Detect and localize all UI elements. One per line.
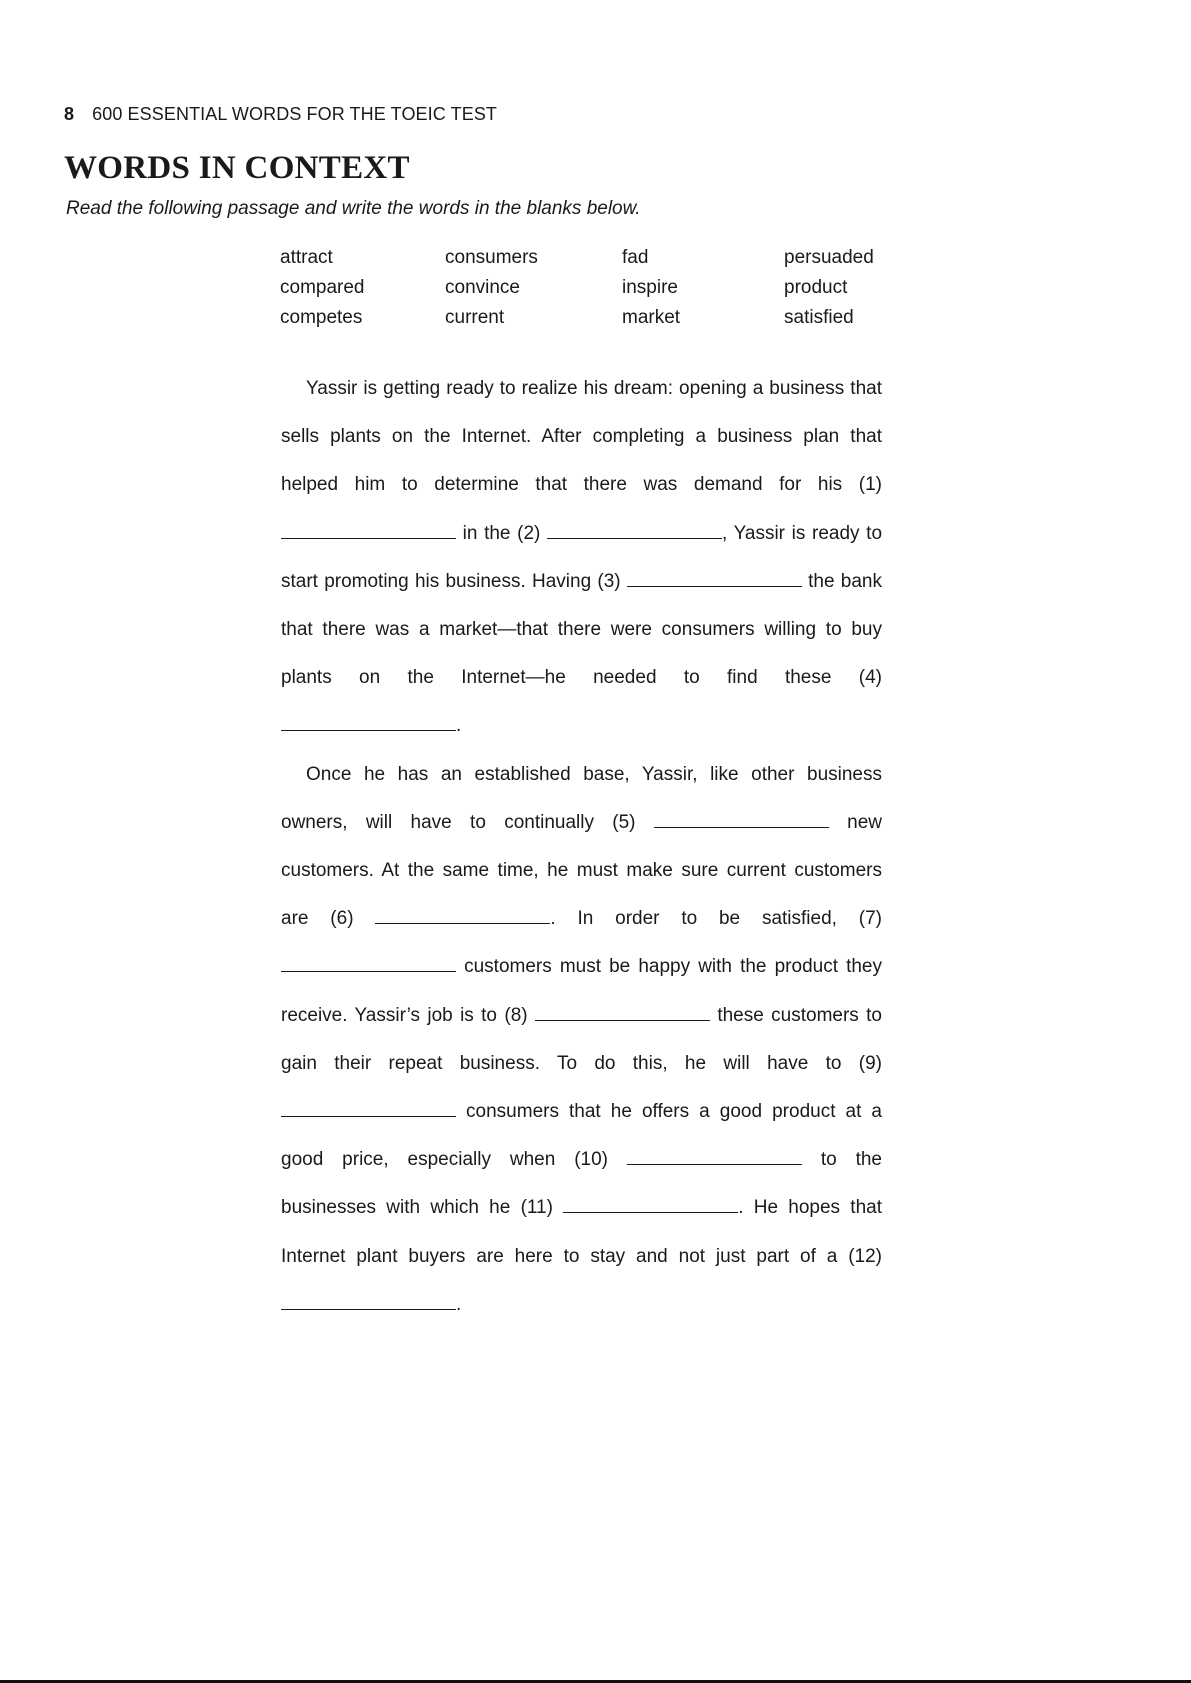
passage-paragraph-2 <box>281 751 882 1329</box>
passage-text: customers must be happy with the product they receive. Yassir’s job is to <box>281 956 882 1026</box>
answer-blank-10[interactable] <box>627 1147 802 1165</box>
word-bank <box>280 247 894 337</box>
word-bank-item: market <box>622 307 681 328</box>
passage-text: . He hopes that Internet plant buyers are here to stay and not just part of a <box>281 1197 882 1267</box>
word-bank-item: competes <box>280 307 363 328</box>
word-bank-item: current <box>445 307 505 328</box>
word-bank-item: compared <box>280 277 365 298</box>
word-bank-item: convince <box>445 277 520 298</box>
passage-text: Yassir is getting ready to realize his dream: opening a business that sells plants on the Internet. After completing a business plan that helped him to determine that there was demand for his <box>281 378 882 496</box>
passage <box>281 365 882 1329</box>
answer-blank-5[interactable] <box>654 810 829 828</box>
word-bank-item: product <box>784 277 848 298</box>
instructions: Read the following passage and write the words in the blanks below. <box>66 198 641 219</box>
passage-text: these customers to gain their repeat business. To do this, he will have to <box>281 1004 883 1074</box>
passage-text: Once he has an established base, Yassir, like other business owners, will have to continually <box>281 763 882 833</box>
blank-number: (8) <box>504 1004 528 1026</box>
passage-text: , Yassir is ready to start promoting his business. Having <box>281 522 883 592</box>
book-title: 600 ESSENTIAL WORDS FOR THE TOEIC TEST <box>92 104 498 124</box>
blank-number: (2) <box>517 522 541 544</box>
blank-number: (11) <box>520 1197 553 1219</box>
answer-blank-6[interactable] <box>375 906 550 924</box>
blank-number: (10) <box>574 1149 609 1171</box>
blank-number: (7) <box>858 908 882 930</box>
word-bank-item: inspire <box>622 277 678 298</box>
word-bank-item: fad <box>622 247 649 268</box>
answer-blank-1[interactable] <box>281 521 456 539</box>
page-number: 8 <box>64 104 75 124</box>
passage-text: . <box>456 715 462 737</box>
passage-text: the bank that there was a market—that there were consumers willing to buy plants on the Internet—he needed to find these <box>281 570 882 689</box>
running-head <box>64 104 497 125</box>
section-title: WORDS IN CONTEXT <box>64 150 410 186</box>
answer-blank-12[interactable] <box>281 1292 456 1310</box>
answer-blank-7[interactable] <box>281 954 456 972</box>
blank-number: (9) <box>858 1052 882 1074</box>
blank-number: (4) <box>858 667 882 689</box>
word-bank-item: persuaded <box>784 247 874 268</box>
answer-blank-2[interactable] <box>547 521 722 539</box>
answer-blank-8[interactable] <box>535 1003 710 1021</box>
word-bank-item: satisfied <box>784 307 854 328</box>
blank-number: (12) <box>848 1245 882 1267</box>
word-bank-item: attract <box>280 247 333 268</box>
passage-text: consumers that he offers a good product at a good price, especially when <box>281 1101 882 1171</box>
blank-number: (6) <box>330 908 354 930</box>
answer-blank-3[interactable] <box>627 569 802 587</box>
passage-paragraph-1 <box>281 365 882 751</box>
passage-text: . In order to be satisfied, <box>550 908 859 930</box>
passage-text: to the businesses with which he <box>281 1149 882 1219</box>
answer-blank-9[interactable] <box>281 1099 456 1117</box>
passage-text: in the <box>456 522 518 544</box>
blank-number: (5) <box>612 811 636 833</box>
blank-number: (1) <box>858 474 882 496</box>
passage-text: . <box>456 1293 462 1315</box>
blank-number: (3) <box>597 570 621 592</box>
answer-blank-4[interactable] <box>281 713 456 731</box>
passage-text: new customers. At the same time, he must make sure current customers are <box>281 811 882 930</box>
answer-blank-11[interactable] <box>563 1195 738 1213</box>
word-bank-item: consumers <box>445 247 538 268</box>
